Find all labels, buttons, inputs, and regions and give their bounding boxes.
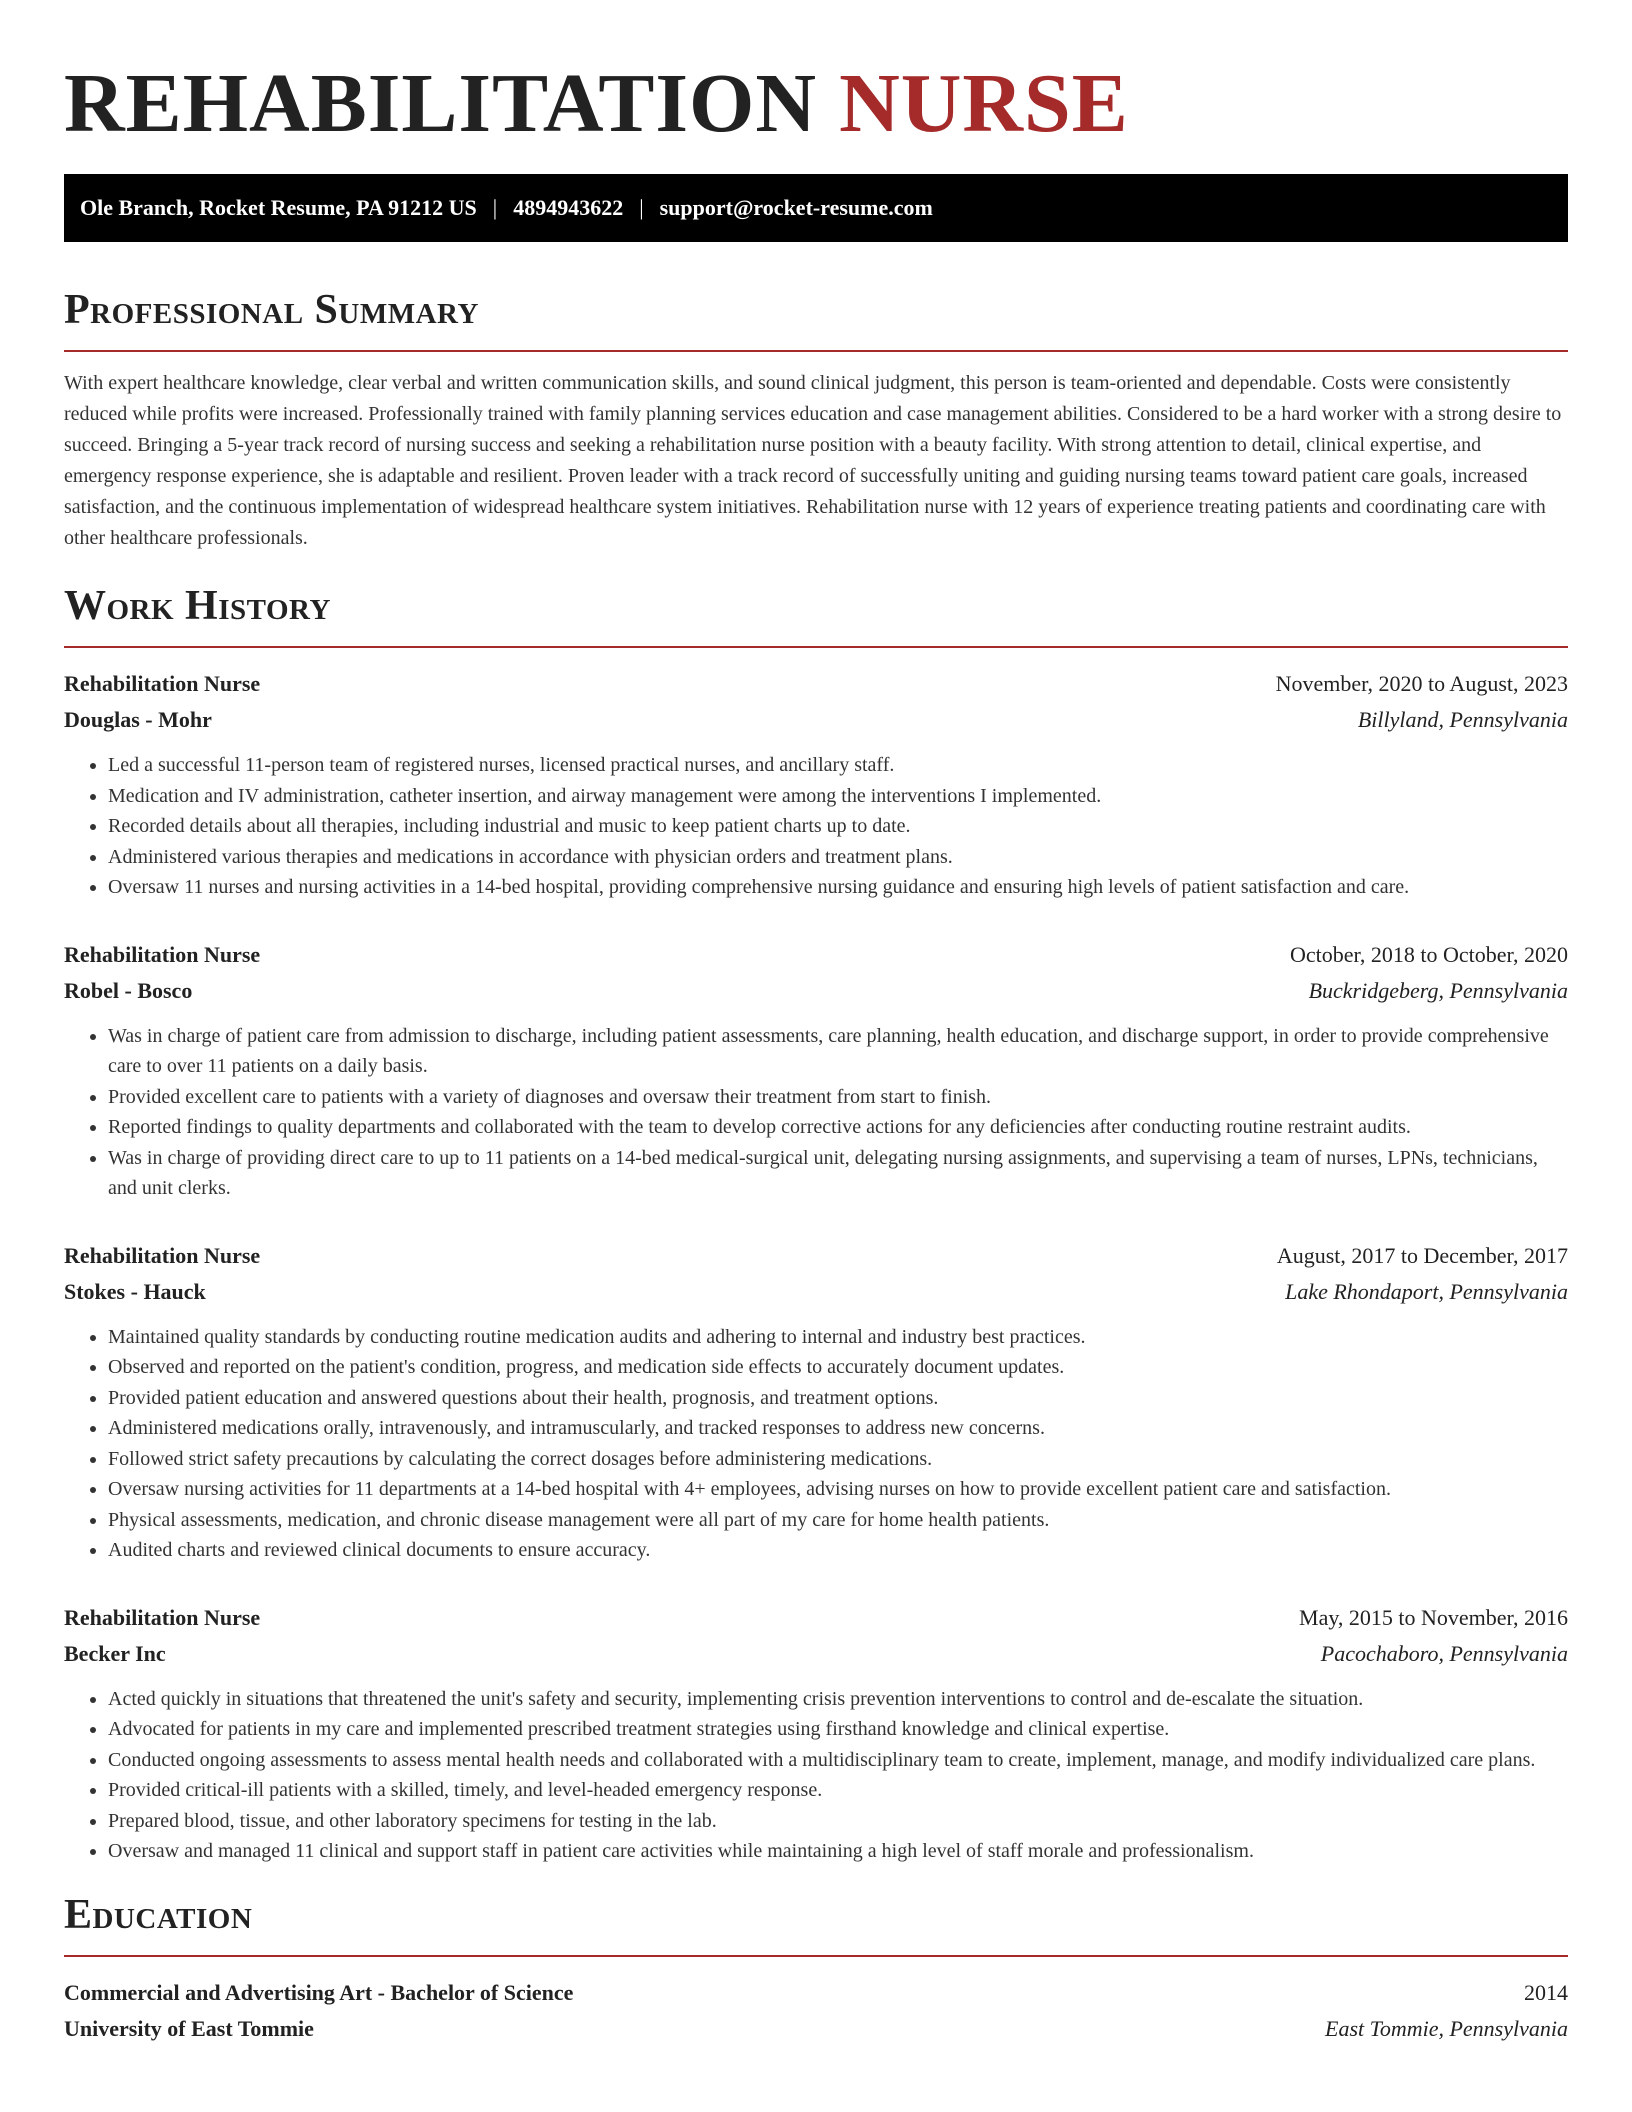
- job-bullet: • Physical assessments, medication, and chronic disease management were all part of my care for home health patients.: [108, 1505, 1568, 1536]
- job-bullet: • Provided excellent care to patients with a variety of diagnoses and oversaw their treatment from start to finish.: [108, 1082, 1568, 1113]
- job-bullet: • Observed and reported on the patient's condition, progress, and medication side effects to accurately document updates.: [108, 1352, 1568, 1383]
- job-bullets: [64, 1021, 1568, 1204]
- job-bullet: • Administered medications orally, intravenously, and intramuscularly, and tracked responses to address new concerns.: [108, 1413, 1568, 1444]
- job-bullet: • Provided patient education and answered questions about their health, prognosis, and treatment options.: [108, 1383, 1568, 1414]
- summary-section: [64, 286, 1568, 554]
- job-header-row: [64, 937, 1568, 973]
- contact-phone: 4894943622: [513, 195, 624, 220]
- education-school-row: [64, 2011, 1568, 2047]
- title-accent: NURSE: [839, 57, 1129, 150]
- job-company-row: [64, 1274, 1568, 1310]
- job-entry: [64, 1238, 1568, 1566]
- job-location: Billyland, Pennsylvania: [1357, 707, 1568, 732]
- job-title: Rehabilitation Nurse: [64, 671, 261, 696]
- section-title: Education: [64, 1891, 253, 1938]
- job-bullet: • Acted quickly in situations that threatened the unit's safety and security, implementing crisis prevention interventions to control and de-escalate the situation.: [108, 1684, 1568, 1715]
- education-section: [64, 1891, 1568, 2047]
- education-location: East Tommie, Pennsylvania: [1325, 2015, 1568, 2041]
- job-bullet: • Followed strict safety precautions by calculating the correct dosages before administering medications.: [108, 1444, 1568, 1475]
- job-company-row: [64, 973, 1568, 1009]
- job-dates: October, 2018 to October, 2020: [1289, 941, 1568, 967]
- job-title: Rehabilitation Nurse: [64, 1242, 261, 1268]
- job-bullets: [64, 1684, 1568, 1867]
- job-company-row: [64, 702, 1568, 738]
- job-bullet: • Conducted ongoing assessments to assess mental health needs and collaborated with a multidisciplinary team to create, implement, manage, and modify individualized care plans.: [108, 1745, 1568, 1776]
- job-bullet: • Medication and IV administration, catheter insertion, and airway management were among the interventions I implemented.: [108, 781, 1568, 812]
- title-main: REHABILITATION: [64, 57, 818, 150]
- job-entry: [64, 666, 1568, 903]
- job-dates: May, 2015 to November, 2016: [1299, 1604, 1568, 1630]
- section-divider: [64, 350, 1568, 352]
- job-bullet: • Oversaw 11 nurses and nursing activities in a 14-bed hospital, providing comprehensive nursing guidance and ensuring high levels of patient satisfaction and care.: [108, 872, 1568, 903]
- job-bullet: • Was in charge of patient care from admission to discharge, including patient assessments, care planning, health education, and discharge support, in order to provide comprehensive care to over 11 patients on a daily basis.: [108, 1021, 1568, 1082]
- job-header-row: [64, 1238, 1568, 1274]
- job-company-row: [64, 1636, 1568, 1672]
- job-bullet: • Administered various therapies and medications in accordance with physician orders and treatment plans.: [108, 842, 1568, 873]
- contact-address: Ole Branch, Rocket Resume, PA 91212 US: [80, 195, 477, 220]
- section-divider: [64, 1955, 1568, 1957]
- job-dates: August, 2017 to December, 2017: [1276, 1242, 1568, 1268]
- job-company: Robel - Bosco: [64, 977, 193, 1003]
- education-entry: [64, 1975, 1568, 2047]
- job-title: Rehabilitation Nurse: [64, 1604, 261, 1630]
- job-bullet: • Audited charts and reviewed clinical documents to ensure accuracy.: [108, 1535, 1568, 1566]
- job-bullets: [64, 750, 1568, 903]
- job-company: Stokes - Hauck: [64, 1278, 206, 1304]
- candidate-title: [64, 0, 1568, 150]
- job-company: Becker Inc: [64, 1640, 166, 1666]
- job-location: Pacochaboro, Pennsylvania: [1320, 1640, 1568, 1666]
- section-divider: [64, 646, 1568, 648]
- contact-separator: |: [492, 195, 498, 220]
- contact-email: support@rocket-resume.com: [659, 195, 933, 220]
- job-bullet: • Prepared blood, tissue, and other laboratory specimens for testing in the lab.: [108, 1806, 1568, 1837]
- job-header-row: [64, 1600, 1568, 1636]
- job-bullet: • Led a successful 11-person team of registered nurses, licensed practical nurses, and ancillary staff.: [108, 750, 1568, 781]
- job-bullet: • Provided critical-ill patients with a skilled, timely, and level-headed emergency response.: [108, 1775, 1568, 1806]
- section-title: Work History: [64, 583, 331, 629]
- job-dates: November, 2020 to August, 2023: [1275, 671, 1568, 696]
- education-degree: Commercial and Advertising Art - Bachelor of Science: [64, 1979, 574, 2005]
- resume-content: [64, 0, 1568, 2047]
- education-year: 2014: [1524, 1979, 1568, 2005]
- job-bullet: • Oversaw and managed 11 clinical and support staff in patient care activities while maintaining a high level of staff morale and professionalism.: [108, 1836, 1568, 1867]
- work-history-section: [64, 582, 1568, 1867]
- job-bullets: [64, 1322, 1568, 1566]
- job-location: Buckridgeberg, Pennsylvania: [1308, 977, 1568, 1003]
- contact-bar: [64, 174, 1568, 242]
- contact-separator: |: [639, 195, 644, 220]
- job-entry: [64, 1600, 1568, 1867]
- job-bullet: • Was in charge of providing direct care to up to 11 patients on a 14-bed medical-surgical unit, delegating nursing assignments, and supervising a team of nurses, LPNs, technicians, and unit clerks.: [108, 1143, 1568, 1204]
- section-title: Professional Summary: [64, 287, 479, 333]
- job-header-row: [64, 666, 1568, 702]
- job-entry: [64, 937, 1568, 1204]
- job-bullet: • Reported findings to quality departments and collaborated with the team to develop corrective actions for any deficiencies after conducting routine restraint audits.: [108, 1112, 1568, 1143]
- job-bullet: • Maintained quality standards by conducting routine medication audits and adhering to internal and industry best practices.: [108, 1322, 1568, 1353]
- job-location: Lake Rhondaport, Pennsylvania: [1285, 1278, 1568, 1304]
- summary-text: With expert healthcare knowledge, clear verbal and written communication skills, and sound clinical judgment, this person is team-oriented and dependable. Costs were consistently reduced while profits were increased. Professionally trained with family planning services education and case management abilities. Considered to be a hard worker with a strong desire to succeed. Bringing a 5-year track record of nursing success and seeking a rehabilitation nurse position with a beauty facility. With strong attention to detail, clinical expertise, and emergency response experience, she is adaptable and resilient. Proven leader with a track record of successfully uniting and guiding nursing teams toward patient care goals, increased satisfaction, and the continuous implementation of widespread healthcare system initiatives. Rehabilitation nurse with 12 years of experience treating patients and coordinating care with other healthcare professionals.: [64, 372, 1562, 549]
- job-company: Douglas - Mohr: [64, 707, 212, 732]
- job-bullet: • Recorded details about all therapies, including industrial and music to keep patient charts up to date.: [108, 811, 1568, 842]
- job-title: Rehabilitation Nurse: [64, 941, 261, 967]
- education-school: University of East Tommie: [64, 2015, 314, 2041]
- education-header-row: [64, 1975, 1568, 2011]
- job-bullet: • Advocated for patients in my care and implemented prescribed treatment strategies using firsthand knowledge and clinical expertise.: [108, 1714, 1568, 1745]
- job-bullet: • Oversaw nursing activities for 11 departments at a 14-bed hospital with 4+ employees, advising nurses on how to provide excellent patient care and satisfaction.: [108, 1474, 1568, 1505]
